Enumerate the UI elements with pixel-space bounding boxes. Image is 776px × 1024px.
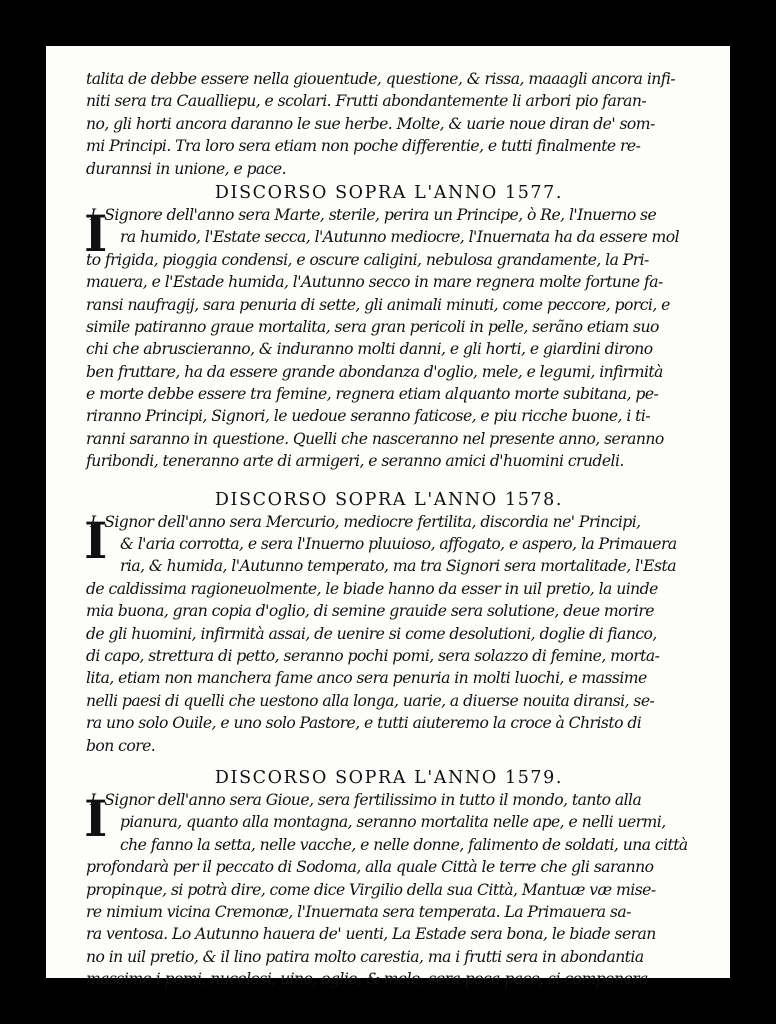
section-1579-body: [86, 789, 692, 991]
text-line: durannsi in unione, e pace.: [86, 159, 286, 178]
text-line: ra ventosa. Lo Autunno hauera de' uenti, La Estade sera bona, le biade seran: [86, 925, 656, 944]
intro-paragraph: [86, 68, 692, 180]
page-text: [86, 68, 692, 990]
text-line: ransi naufragij, sara penuria di sette, gli animali minuti, come peccore, porci, e: [86, 295, 670, 314]
text-line: L Signore dell'anno sera Marte, sterile, perira un Principe, ò Re, l'Inuerno se: [90, 205, 657, 224]
text-line: ra humido, l'Estate secca, l'Autunno mediocre, l'Inuernata ha da essere mol: [120, 228, 680, 247]
text-line: re nimium vicina Cremonæ, l'Inuernata sera temperata. La Primauera sa-: [86, 902, 631, 921]
text-line: talita de debbe essere nella giouentude, questione, & rissa, maaagli ancora infi-: [86, 70, 676, 88]
section-1578-body: [86, 511, 692, 757]
text-line: ben fruttare, ha da essere grande abondanza d'oglio, mele, e legumi, infirmità: [86, 362, 663, 381]
text-line: simile patiranno graue mortalita, sera gran pericoli in pelle, serãno etiam suo: [86, 317, 659, 336]
section-heading-1578: DISCORSO SOPRA L'ANNO 1578.: [214, 489, 564, 510]
text-line: mauera, e l'Estade humida, l'Autunno secco in mare regnera molte fortune fa-: [86, 273, 663, 292]
text-line: nelli paesi di quelli che uestono alla longa, uarie, a diuerse nouita diransi, se-: [86, 691, 655, 710]
text-line: di capo, strettura di petto, seranno pochi pomi, sera solazzo di femine, morta-: [86, 646, 660, 665]
text-line: ranni saranno in questione. Quelli che nasceranno nel presente anno, seranno: [86, 429, 664, 448]
text-line: no, gli horti ancora daranno le sue herbe. Molte, & uarie noue diran de' som-: [86, 114, 655, 133]
text-line: de caldissima ragioneuolmente, le biade hanno da esser in uil pretio, la uinde: [86, 579, 658, 598]
book-page: [46, 46, 730, 989]
text-line: bon core.: [86, 736, 156, 755]
text-line: to frigida, pioggia condensi, e oscure caligini, nebulosa grandamente, la Pri-: [86, 250, 649, 269]
text-line: L Signor dell'anno sera Mercurio, mediocre fertilita, discordia ne' Principi,: [90, 512, 641, 531]
text-line: & l'aria corrotta, e sera l'Inuerno pluuioso, affogato, e aspero, la Primauera: [120, 535, 677, 554]
text-line: furibondi, teneranno arte di armigeri, e seranno amici d'huomini crudeli.: [86, 452, 624, 471]
text-line: riranno Principi, Signori, le uedoue seranno faticose, e piu ricche buone, i ti-: [86, 407, 651, 426]
text-line: de gli huomini, infirmità assai, de uenire si come desolutioni, doglie di fianco,: [86, 624, 657, 643]
drop-cap: I: [84, 203, 108, 263]
drop-cap: I: [84, 788, 108, 848]
section-1577-body: [86, 204, 692, 473]
text-line: che fanno la setta, nelle vacche, e nelle donne, falimento de soldati, una città: [120, 835, 688, 854]
text-line: mi Principi. Tra loro sera etiam non poche differentie, e tutti finalmente re-: [86, 137, 641, 156]
text-line: e morte debbe essere tra femine, regnera etiam alquanto morte subitana, pe-: [86, 385, 659, 404]
text-line: niti sera tra Caualliери, e scolari. Frutti abondantemente li arbori pio faran-: [86, 92, 647, 111]
text-line: profondarà per il peccato di Sodoma, alla quale Città le terre che gli saranno: [86, 858, 654, 877]
text-line: pianura, quanto alla montagna, seranno mortalita nelle ape, e nelli uermi,: [120, 813, 666, 832]
section-heading-1577: DISCORSO SOPRA L'ANNO 1577.: [214, 182, 564, 203]
text-line: massime i pomi, nucelosi, uino, oglio, & mele, sera poca pace, si componera: [86, 970, 648, 989]
text-line: propinque, si potrà dire, come dice Virgilio della sua Città, Mantuæ væ mise-: [86, 880, 656, 899]
text-line: lita, etiam non manchera fame anco sera penuria in molti luochi, e massime: [86, 669, 647, 688]
text-line: no in uil pretio, & il lino patira molto carestia, ma i frutti sera in abondantia: [86, 947, 644, 966]
text-line: ria, & humida, l'Autunno temperato, ma tra Signori sera mortalitade, l'Esta: [120, 557, 676, 576]
section-heading-1579: DISCORSO SOPRA L'ANNO 1579.: [214, 767, 564, 788]
drop-cap: I: [84, 510, 108, 570]
text-line: L Signor dell'anno sera Gioue, sera fertilissimo in tutto il mondo, tanto alla: [90, 790, 642, 809]
text-line: chi che abruscieranno, & induranno molti danni, e gli horti, e giardini dirono: [86, 340, 653, 359]
text-line: ra uno solo Ouile, e uno solo Pastore, e tutti aiuteremo la croce à Christo di: [86, 714, 642, 733]
text-line: mia buona, gran copia d'oglio, di semine grauide sera solutione, deue morire: [86, 602, 654, 621]
